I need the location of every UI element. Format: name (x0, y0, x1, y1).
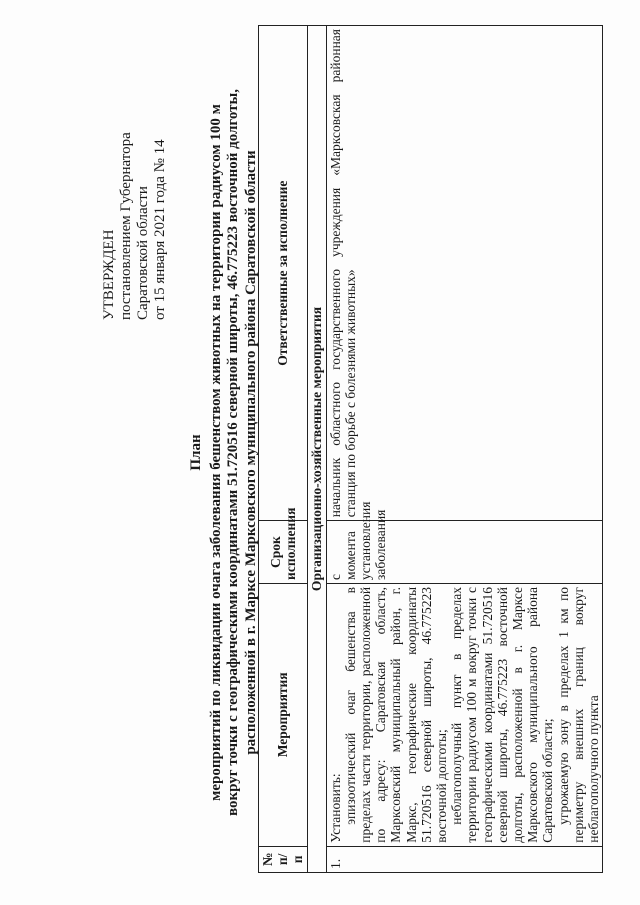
table-row (326, 26, 603, 873)
measure-paragraph: эпизоотический очаг бешенства в пределах части территории, расположенной по адресу: Саратовская область, Марксовский муниципальный район, г. Маркс, географические координаты 51.720516 северной широты, 46.775223 восточной долготы; (342, 586, 450, 843)
section-row (307, 26, 326, 873)
approval-stamp (101, 60, 169, 320)
title-line: расположенной в г. Марксе Марксовского муниципального района Саратовской области (242, 150, 259, 755)
header-measures: Мероприятия (259, 583, 308, 846)
header-responsible: Ответственные за исполнение (259, 26, 308, 521)
row-measures (326, 583, 603, 846)
measures-table (258, 25, 603, 873)
title-line: мероприятий по ликвидации очага заболевания бешенством животных на территории радиусом 100 м (207, 104, 224, 801)
header-term: Срок исполнения (259, 521, 308, 584)
header-num: № п/п (259, 846, 308, 872)
title-line: вокруг точки с географическими координатами 51.720516 северной широты, 46.775223 восточной долготы, (225, 88, 241, 817)
approval-line: от 15 января 2021 года № 14 (152, 139, 168, 320)
row-num: 1. (326, 846, 603, 872)
document-title (188, 0, 260, 905)
approval-line: постановлением Губернатора (118, 132, 134, 320)
measure-paragraph: угрожаемую зону в пределах 1 км по периметру внешних границ вокруг неблагополучного пункта (555, 586, 602, 843)
section-title: Организационно-хозяйственные мероприятия (307, 26, 326, 873)
measure-intro: Установить: (327, 773, 343, 843)
approval-line: УТВЕРЖДЕН (101, 229, 117, 320)
table-header-row (259, 26, 308, 873)
row-term: с момента установления заболевания (326, 521, 603, 584)
title-heading: План (188, 434, 204, 471)
row-responsible: начальник областного государственного учреждения «Марксовская районная станция по борьбе с болезнями животных» (326, 26, 603, 521)
measure-paragraph: неблагополучный пункт в пределах территории радиусом 100 м вокруг точки с географическими координатами 51.720516 северной широты, 46.775223 восточной долготы, расположенной в г. Марксе Марксовского муниципального района Саратовской области; (449, 586, 556, 843)
approval-line: Саратовской области (135, 186, 151, 320)
